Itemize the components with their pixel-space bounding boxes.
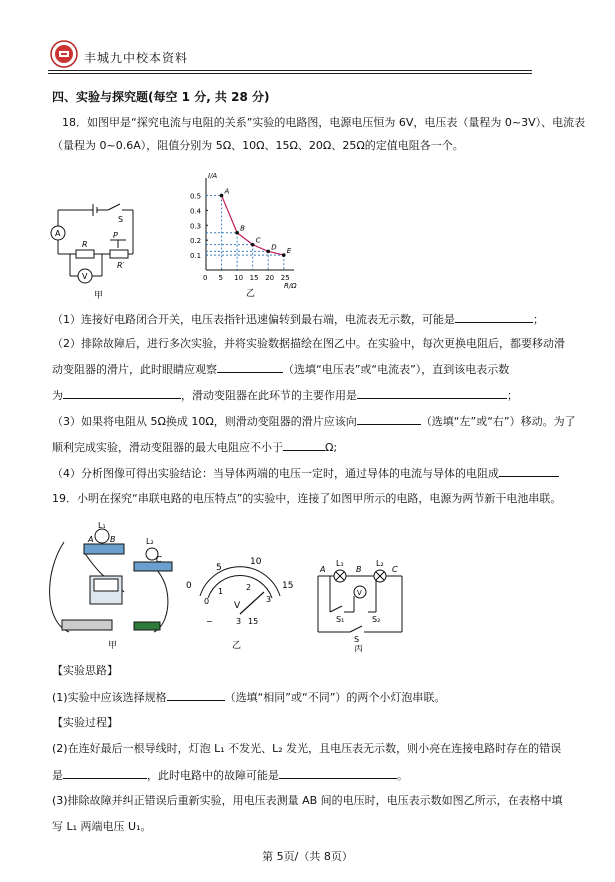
point-label-A: A	[224, 187, 230, 196]
q18-s3b: 顺利完成实验，滑动变阻器的最大电阻应不小于 Ω;	[52, 441, 338, 454]
section-title: 四、实验与探究题(每空 1 分, 共 28 分)	[52, 90, 270, 104]
bing-L1: L₁	[336, 560, 344, 568]
q18-line1: 18．如图甲是“探究电流与电阻的关系”实验的电路图，电源电压恒为 6V，电压表（量程为 0~3V）、电流表	[62, 116, 586, 129]
q18-s2c: 为 ，滑动变阻器在此环节的主要作用是 ；	[52, 389, 518, 402]
q19-bing-caption: 丙	[354, 645, 364, 652]
bing-S2: S₂	[372, 615, 381, 624]
blank-q18-7[interactable]	[499, 466, 559, 477]
fig-jia-P: P	[113, 231, 118, 240]
q19-voltmeter-figure	[184, 556, 294, 650]
fig-jia-R: R	[82, 240, 88, 249]
q19-line1: 19．小明在探究“串联电路的电压特点”的实验中，连接了如图甲所示的电路，电源为两节新干电池串联。	[52, 492, 562, 505]
bing-A: A	[320, 565, 326, 574]
data-point-A	[220, 194, 224, 198]
q19-yi-caption: 乙	[232, 641, 242, 650]
bing-B: B	[356, 565, 362, 574]
bing-V: V	[357, 589, 362, 597]
q19-p2a: (2)在连好最后一根导线时，灯泡 L₁ 不发光、L₂ 发光，且电压表无示数，则小亮在连接电路时存在的错误	[52, 742, 562, 755]
header-rule-bottom	[48, 73, 532, 74]
point-label-C: C	[255, 236, 261, 245]
dial-term-3: 3	[236, 617, 242, 626]
dial-term-15: 15	[248, 617, 259, 626]
fig-jia-Rp: R′	[117, 261, 125, 270]
header-rule-top	[48, 70, 532, 71]
q19-proc-title: 【实验过程】	[52, 716, 118, 729]
q18-s2b: 动变阻器的滑片，此时眼睛应观察 （选填“电压表”或“电流表”），直到该电表示数	[52, 363, 510, 376]
y-tick-label: 0.1	[190, 252, 202, 261]
bing-S1: S₁	[336, 615, 345, 624]
dial-V: V	[234, 601, 241, 611]
q18-s1: （1）连接好电路闭合开关，电压表指针迅速偏转到最右端，电流表无示数，可能是 ；	[52, 313, 544, 326]
blank-q18-4[interactable]	[357, 388, 507, 399]
q18-s2a: （2）排除故障后，进行多次实验，并将实验数据描绘在图乙中。在实验中，每次更换电阻后，都要移动滑	[52, 337, 565, 350]
point-label-B: B	[240, 224, 245, 233]
x-axis-label: R/Ω	[284, 282, 297, 290]
school-logo	[50, 40, 78, 68]
q19-jia-C: C	[156, 555, 162, 564]
q19-p2b: 是 ，此时电路中的故障可能是 。	[52, 769, 408, 782]
y-axis-label: I/A	[208, 172, 218, 180]
bing-S: S	[354, 635, 360, 644]
q19-jia-L2: L₂	[146, 537, 154, 546]
q19-idea-line: (1)实验中应该选择规格 （选填“相同”或“不同”）的两个小灯泡串联。	[52, 691, 446, 704]
page-number: 第 5页/（共 8页）	[262, 850, 353, 863]
x-tick-label: 25	[280, 274, 290, 282]
y-tick-label: 0.5	[190, 192, 202, 201]
dial-in-3: 3	[266, 595, 272, 604]
x-tick-label: 15	[249, 274, 259, 282]
dial-top-10: 10	[250, 557, 262, 567]
blank-q18-2[interactable]	[217, 362, 283, 373]
q18-s3a: （3）如果将电阻从 5Ω换成 10Ω，则滑动变阻器的滑片应该向 （选填“左”或“右”）移动。为了	[52, 415, 576, 428]
fig-jia-S: S	[118, 215, 124, 224]
dial-in-1: 1	[218, 587, 224, 596]
fig-jia-A: A	[55, 229, 61, 238]
blank-q18-6[interactable]	[283, 440, 325, 451]
q19-jia-caption: 甲	[108, 641, 118, 650]
x-tick-label: 20	[265, 274, 275, 282]
blank-q18-3[interactable]	[63, 388, 181, 399]
data-point-C	[251, 243, 255, 247]
q19-p3b: 写 L₁ 两端电压 U₁。	[52, 820, 152, 833]
dial-in-2: 2	[246, 583, 252, 592]
bing-L2: L₂	[376, 560, 384, 568]
dial-left-0: 0	[186, 581, 192, 591]
y-tick-label: 0.4	[190, 207, 202, 216]
q19-p3a: (3)排除故障并纠正错误后重新实验，用电压表测量 AB 间的电压时，电压表示数如图乙所示，在表格中填	[52, 794, 563, 807]
q19-idea-title: 【实验思路】	[52, 664, 118, 677]
y-tick-label: 0.2	[190, 237, 202, 246]
blank-q18-1[interactable]	[455, 312, 533, 323]
q18-circuit-figure	[48, 182, 178, 302]
x-tick-label: 5	[218, 274, 224, 282]
q18-s4: （4）分析图像可得出实验结论：当导体两端的电压一定时，通过导体的电流与导体的电阻成	[52, 466, 567, 480]
fig-yi-caption: 乙	[246, 289, 256, 299]
bing-C: C	[392, 565, 398, 574]
point-label-E: E	[286, 247, 292, 256]
blank-q18-5[interactable]	[357, 414, 421, 425]
dial-zero: 0	[204, 597, 210, 606]
x-tick-label: 0	[203, 274, 208, 282]
q19-schematic-figure	[310, 560, 410, 652]
dial-right-15: 15	[282, 581, 294, 591]
blank-q19-1[interactable]	[167, 690, 225, 701]
blank-q19-3[interactable]	[279, 768, 397, 779]
data-point-D	[266, 250, 270, 254]
fig-jia-caption: 甲	[94, 291, 104, 301]
fig-jia-V: V	[82, 272, 88, 281]
q19-jia-B: B	[110, 535, 116, 544]
q18-line2: （量程为 0~0.6A），阻值分别为 5Ω、10Ω、15Ω、20Ω、25Ω的定值电阻各一个。	[52, 139, 464, 152]
school-name: 丰城九中校本资料	[84, 51, 189, 65]
data-point-E	[282, 253, 286, 257]
q18-graph-figure	[180, 170, 300, 300]
data-point-B	[235, 231, 239, 235]
q19-photo-figure	[44, 522, 184, 650]
y-tick-label: 0.3	[190, 222, 202, 231]
q19-jia-A: A	[88, 535, 94, 544]
x-tick-label: 10	[234, 274, 244, 282]
blank-q19-2[interactable]	[63, 768, 147, 779]
dial-top-5: 5	[216, 563, 222, 573]
point-label-D: D	[271, 243, 277, 252]
dial-minus: −	[206, 617, 213, 626]
q19-jia-L1: L₁	[98, 522, 106, 530]
